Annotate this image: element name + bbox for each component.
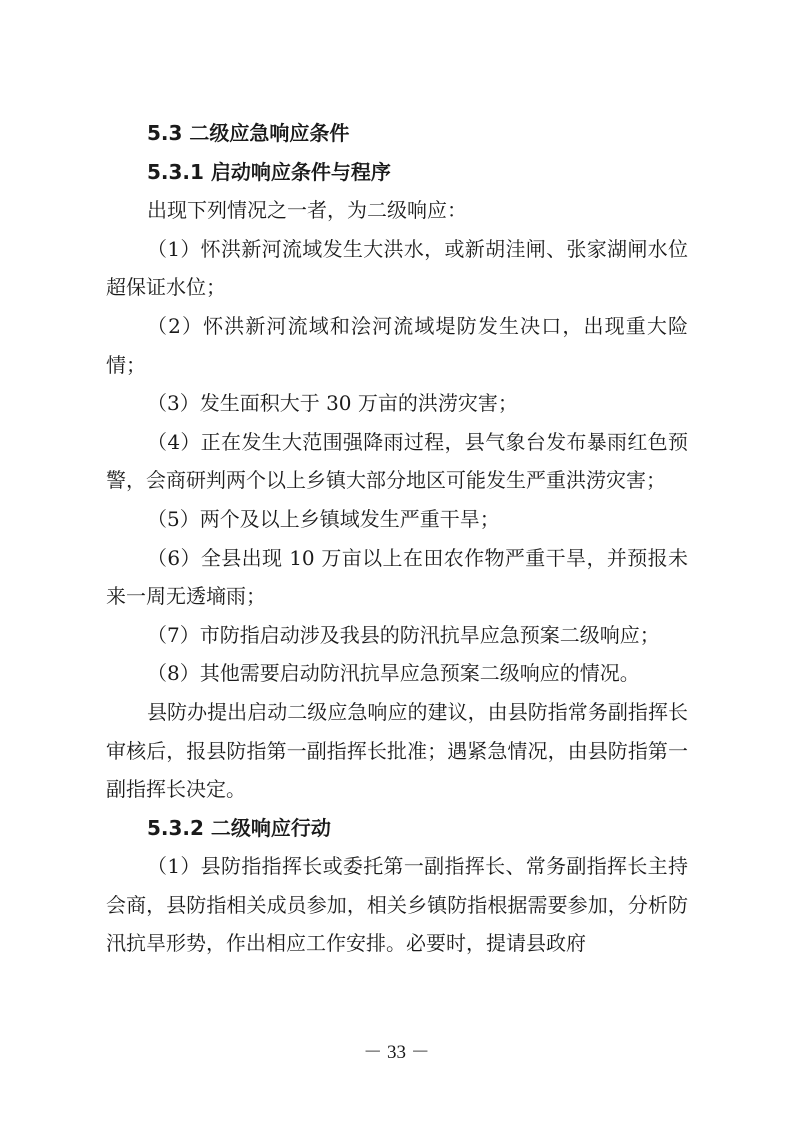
section-heading-5-3-2: 5.3.2 二级响应行动 (147, 815, 331, 840)
intro-paragraph: 出现下列情况之一者，为二级响应： (147, 198, 467, 223)
action-item-1: （1）县防指指挥长或委托第一副指挥长、常务副指挥长主持会商，县防指相关成员参加，相关乡镇防指根据需要参加，分析防汛抗旱形势，作出相应工作安排。必要时，提请县政府 (106, 854, 688, 956)
condition-item-7: （7）市防指启动涉及我县的防汛抗旱应急预案二级响应； (147, 622, 660, 647)
section-heading-5-3: 5.3 二级应急响应条件 (147, 121, 350, 145)
page-number: － 33 － (363, 1042, 430, 1063)
condition-item-3: （3）发生面积大于 30 万亩的洪涝灾害； (147, 391, 518, 416)
condition-item-1: （1）怀洪新河流域发生大洪水，或新胡洼闸、张家湖闸水位超保证水位； (106, 236, 688, 300)
condition-item-2: （2）怀洪新河流域和浍河流域堤防发生决口，出现重大险情； (106, 313, 688, 377)
condition-item-5: （5）两个及以上乡镇域发生严重干旱； (147, 506, 500, 531)
condition-item-6: （6）全县出现 10 万亩以上在田农作物严重干旱，并预报未来一周无透墒雨； (106, 545, 688, 609)
condition-item-4: （4）正在发生大范围强降雨过程，县气象台发布暴雨红色预警，会商研判两个以上乡镇大部分地区可能发生严重洪涝灾害； (106, 429, 688, 493)
document-body (106, 114, 688, 963)
procedure-paragraph: 县防办提出启动二级应急响应的建议，由县防指常务副指挥长审核后，报县防指第一副指挥长批准；遇紧急情况，由县防指第一副指挥长决定。 (106, 699, 688, 802)
condition-item-8: （8）其他需要启动防汛抗旱应急预案二级响应的情况。 (147, 661, 640, 686)
section-heading-5-3-1: 5.3.1 启动响应条件与程序 (147, 159, 391, 184)
